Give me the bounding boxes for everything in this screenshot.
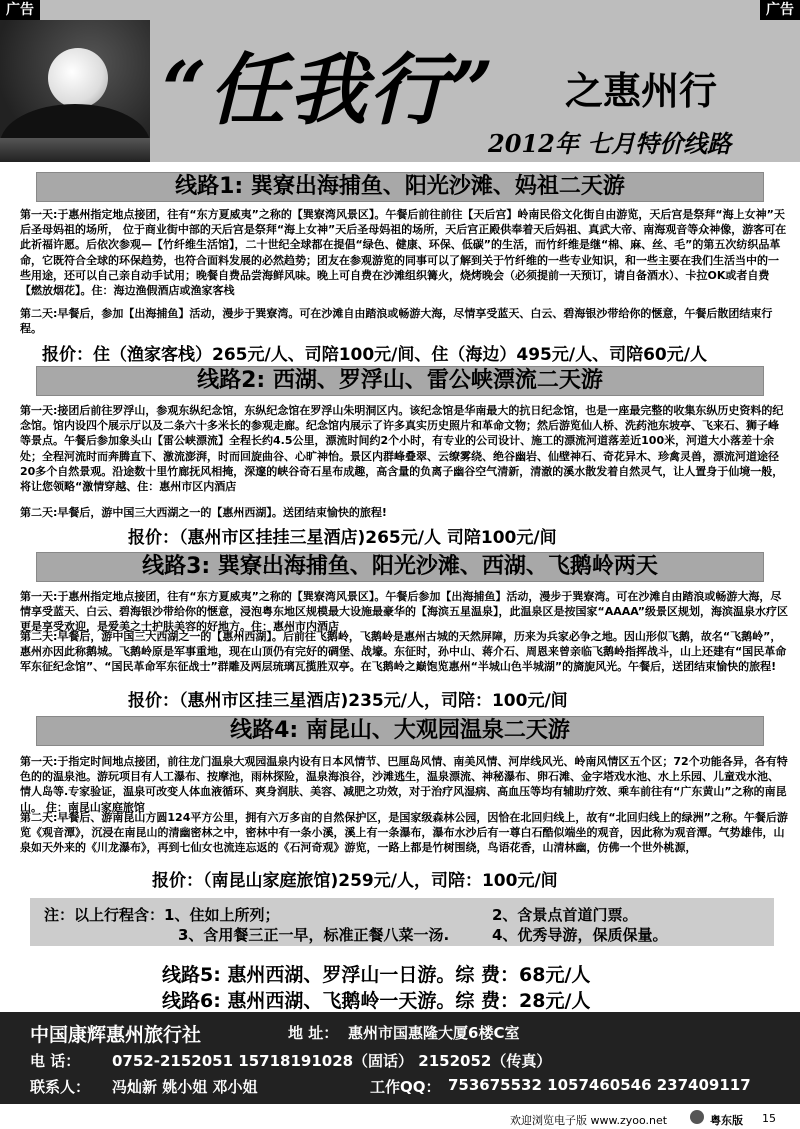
qq-value: 753675532 1057460546 237409117 <box>448 1076 751 1094</box>
address-label: 地 址： <box>288 1024 339 1042</box>
page-number: 15 <box>762 1112 776 1125</box>
route-2-price: 报价：（惠州市区挂挂三星酒店)265元/人 司陪100元/间 <box>128 528 557 548</box>
route-4-day-2: 第二天:早餐后、游南昆山方圆124平方公里，拥有六万多亩的自然保护区，是国家级森林公园，因恰在北回归线上，故有“北回归线上的绿洲”之称。午餐后游览《观音潭》，沉浸在南昆山的清幽密林之中，密林中有一条小溪，溪上有一条瀑布，瀑布水沙后有一尊白石酷似端坐的观音，因此称为观音潭。气势雄伟，山泉如天外来的《川龙瀑布》，再到七仙女也流连忘返的《石河奇观》游览，一路上都是竹树围绕，鸟语花香，山清林幽，仿佛一个世外桃源， <box>20 811 788 855</box>
route-4-day-1: 第一天:于指定时间地点接团，前往龙门温泉大观园温泉内设有日本风情节、巴厘岛风情、南美风情、河岸线风光、岭南风情区五个区；72个功能各异，各有特色的的温泉池。游玩项目有人工瀑布、按摩池，雨林探险，温泉海浪谷，沙滩逃生，温泉漂流、神秘瀑布、卵石滩、金字塔戏水池、水上乐园、儿童戏水池、情人岛等.专家验证，温泉可改变人体血液循环、爽身润肤、美容、减肥之功效，对于治疗风湿病、高血压等均有辅助疗效、乘车前往有“广东黄山”之称的南昆山。 住：南昆山家庭旅馆 <box>20 755 788 814</box>
qq-label: 工作QQ： <box>370 1078 441 1096</box>
header-banner <box>0 0 800 162</box>
route-4-title: 线路4: 南昆山、大观园温泉二天游 <box>36 716 764 746</box>
edition-logo-icon <box>690 1110 704 1124</box>
moon-scene-image <box>0 20 150 162</box>
route-1-price: 报价：住（渔家客栈）265元/人、司陪100元/间、住（海边）495元/人、司陪60元/人 <box>42 345 707 365</box>
route-2-day-1: 第一天:接团后前往罗浮山，参观东纵纪念馆，东纵纪念馆在罗浮山朱明洞区内。该纪念馆是华南最大的抗日纪念馆，也是一座最完整的收集东纵历史资料的纪念馆。馆内设四个展示厅以及二条六十多米长的参观走廊。纪念馆内展示了许多真实历史照片和革命文物；然后游览仙人桥、洗药池东坡亭、飞来石、狮子峰等景点。午餐后参加象头山【雷公峡漂流】全程长约4.5公里，漂流时间约2个小时，有专业的公司设计、施工的漂流河道落差近100米，河道大小落差十余处；全程河流时而奔腾直下、激流澎湃，时而回旋曲谷、心旷神怡。景区内群峰叠翠、云缭雾绕、绝谷幽岩、仙壁神石、奇花异木、珍禽灵兽，漂流河道途径20多个自然景观。沿途数十里竹廊抚风相掩，深邃的峡谷奇石星布成趣，高含量的负离子幽谷空气清新，清澈的溪水散发着自然灵气，让人置身于仙境一般，将让您领略“激情穿越、住：惠州市区内酒店 <box>20 404 784 494</box>
route-3-price: 报价：（惠州市区挂三星酒店)235元/人，司陪：100元/间 <box>128 691 568 711</box>
phone-label: 电 话： <box>30 1052 81 1070</box>
water-reflection <box>0 138 150 162</box>
address-value: 惠州市国惠隆大厦6楼C室 <box>348 1024 520 1042</box>
moon-icon <box>48 48 108 108</box>
website-note: 欢迎浏览电子版 www.zyoo.net <box>510 1114 668 1127</box>
note-4: 4、优秀导游，保质保量。 <box>492 926 668 944</box>
route-3-day-2: 第二天:早餐后，游中国三大西湖之一的【惠州西湖】。后前往飞鹅岭，飞鹅岭是惠州古城的天然屏障，历来为兵家必争之地。因山形似飞鹅，故名“飞鹅岭”，惠州亦因此称鹅城。飞鹅岭原是军事重地，现在山顶仍有完好的碉堡、战壕。东征时，孙中山、蒋介石、周恩来曾亲临飞鹅岭指挥战斗，山上还建有“国民革命军东征纪念馆”、“国民革命军东征战士”群雕及两层琉璃瓦揽胜双亭。在飞鹅岭之巅饱览惠州“半城山色半城湖”的旖旎风光。午餐后，送团结束愉快的旅程! <box>20 630 787 674</box>
company-name: 中国康辉惠州旅行社 <box>30 1024 202 1046</box>
note-1: 注：以上行程含：1、住如上所列； <box>44 906 280 924</box>
ad-label-left: 广告 <box>0 0 40 20</box>
route-2-title: 线路2: 西湖、罗浮山、雷公峡漂流二天游 <box>36 366 764 396</box>
page-title: “任我行” <box>162 45 496 136</box>
route-6-line: 线路6: 惠州西湖、飞鹅岭一天游。综 费：28元/人 <box>162 990 591 1012</box>
itinerary-notes <box>30 898 774 946</box>
contact-footer <box>0 1012 800 1104</box>
page-subtitle: 之惠州行 <box>565 69 718 113</box>
route-1-day-2: 第二天:早餐后，参加【出海捕鱼】活动，漫步于巽寮湾。可在沙滩自由踏浪或畅游大海，尽情享受蓝天、白云、碧海银沙带给你的惬意，午餐后散团结束行程。 <box>20 307 773 336</box>
contact-names: 冯灿新 姚小姐 邓小姐 <box>112 1078 258 1096</box>
route-1-day-1: 第一天:于惠州指定地点接团，往有“东方夏威夷”之称的【巽寮湾风景区】。午餐后前往前往【天后宫】岭南民俗文化街自由游览，天后宫是祭拜“海上女神”天后圣母妈祖的场所， 位于商业街中部的天后宫是祭拜“海上女神”天后圣母妈祖的场所，天后宫正殿供奉着天后妈祖、真武大帝、南海观音等众神像，游客可在此祈福许愿。后依次参观—【竹纤维生活馆】，二十世纪全球都在提倡“绿色、健康、环保、低碳”的生活，而竹纤维是继“棉、麻、丝、毛”的第五次纺织品革命，它既符合全球的环保趋势，也符合面料发展的必然趋势；团友在参观游览的同事可以了解到关于竹纤维的一些专业知识，和一些主要在我们生活当中的一些用途，还可以自己亲自动手试用；晚餐自费品尝海鲜风味。晚上可自费在沙滩组织篝火，烧烤晚会（必须提前一天预订，请自备酒水）、卡拉OK或者自费【燃放烟花】。住：海边渔假酒店或渔家客栈 <box>20 208 787 298</box>
route-3-day-1: 第一天:于惠州指定地点接团，往有“东方夏威夷”之称的【巽寮湾风景区】。午餐后参加【出海捕鱼】活动，漫步于巽寮湾。可在沙滩自由踏浪或畅游大海，尽情享受蓝天、白云、碧海银沙带给你的惬意，浸泡粤东地区规模最大设施最豪华的【海滨五星温泉】，此温泉区是按国家“AAAA”级景区规划，海滨温泉水疗区更是享受欢迎，是爱美之士护肤美容的好地方。住：惠州市内酒店 <box>20 590 788 634</box>
route-5-line: 线路5: 惠州西湖、罗浮山一日游。综 费：68元/人 <box>162 964 591 986</box>
page-bottom-bar <box>0 1108 800 1129</box>
edition-label: 粤东版 <box>710 1114 743 1127</box>
route-1-title: 线路1: 巽寮出海捕鱼、阳光沙滩、妈祖二天游 <box>36 172 764 202</box>
route-4-price: 报价：（南昆山家庭旅馆)259元/人，司陪：100元/间 <box>152 871 558 891</box>
route-3-title: 线路3: 巽寮出海捕鱼、阳光沙滩、西湖、飞鹅岭两天 <box>36 552 764 582</box>
phone-value: 0752-2152051 15718191028（固话） 2152052（传真） <box>112 1052 552 1070</box>
page-date-line: 2012年 七月特价线路 <box>488 129 732 158</box>
note-2: 2、含景点首道门票。 <box>492 906 638 924</box>
ad-label-right: 广告 <box>760 0 800 20</box>
note-3: 3、含用餐三正一早，标准正餐八菜一汤. <box>178 926 450 944</box>
route-2-day-2: 第二天:早餐后，游中国三大西湖之一的【惠州西湖】。送团结束愉快的旅程! <box>20 506 387 519</box>
contact-label: 联系人： <box>30 1078 91 1096</box>
